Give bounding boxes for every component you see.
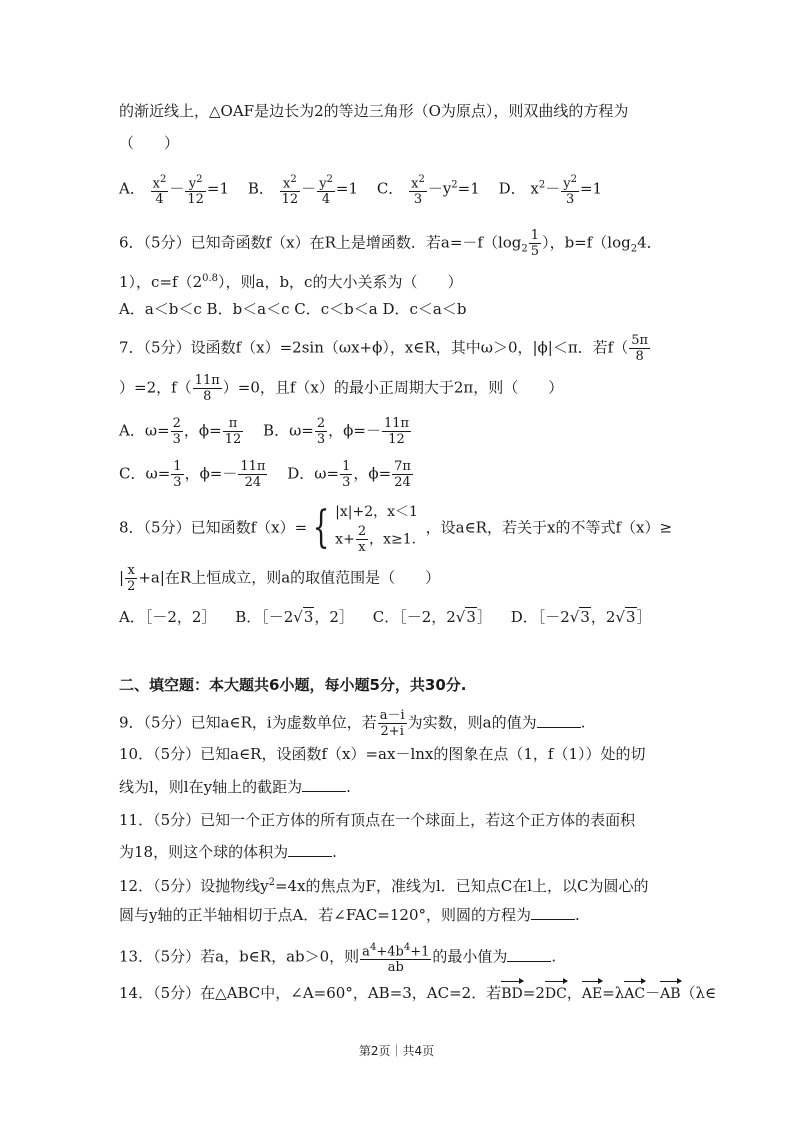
answer-blank[interactable] — [531, 905, 575, 920]
q4-options — [119, 172, 616, 207]
q6-line2: 1），$c=f(2^{0.8})$，则a，b，c的大小关系为（ ） — [119, 273, 463, 291]
answer-blank[interactable] — [537, 713, 581, 728]
sqrt-icon: √3 — [293, 608, 314, 626]
option-b: B．［－2√3，2］ — [235, 608, 354, 626]
q9-line: 9．（5分）已知a∈R，i为虚数单位，若 $\frac{a-i}{2+i}$ 为实数，则a的值为 . — [119, 708, 586, 739]
q8-line2: | $\frac{x}{2}$ +a|在R上恒成立，则a的取值范围是（ ） — [119, 563, 441, 594]
answer-blank[interactable] — [288, 842, 332, 857]
q6-line1: 6．（5分）已知奇函数f（x）在R上是增函数．若$a=-f(\log_2$ $\frac{1}{5}$ ），$b=f(\log_24$． — [119, 228, 662, 259]
q10-line2: 线为l，则l在y轴上的截距为 . — [119, 778, 351, 796]
vector-ac: AC — [624, 986, 646, 1002]
q7-line2: ）=2，f（ $\frac{11\pi}{8}$ ）=0，且f（x）的最小正周期大于2π，则（ ） — [119, 373, 564, 404]
piecewise-cases: |x|+2，x＜1 x+ $\frac{2}{x}$ ，x≥1． — [335, 504, 426, 555]
q8-options — [119, 607, 666, 627]
q4-line1: 的渐近线上，△OAF是边长为2的等边三角形（O为原点），则双曲线的方程为 — [119, 102, 629, 120]
sqrt-icon: √3 — [615, 608, 636, 626]
q10-line1: 10．（5分）已知a∈R，设函数f（x）=ax－lnx的图象在点（1，f（1））处的切 — [119, 745, 646, 763]
option-b: B．ω= $\frac{2}{3}$ ，ϕ=－ $\frac{11\pi}{12}$ — [263, 416, 410, 447]
sqrt-icon: √3 — [569, 608, 590, 626]
q14-line: 14．（5分）在△ABC中，∠A=60°，AB=3，AC=2．若BD=2DC，AE=λAC－AB（λ∈ — [119, 984, 717, 1002]
answer-blank[interactable] — [302, 777, 346, 792]
q8-line1: 8．（5分）已知函数f（x）= { |x|+2，x＜1 x+ $\frac{2}{x}$ ，x≥1． ，设a∈R，若关于x的不等式f（x）≥ — [119, 501, 673, 555]
option-a: A． $\frac{x^2}{4}$ － $\frac{y^2}{12}$ =1 — [119, 174, 230, 208]
option-c: C． $\frac{x^2}{3}$ $-y^2=1$ — [376, 174, 480, 208]
option-c: C．［－2，2√3］ — [372, 608, 492, 626]
vector-ab: AB — [660, 986, 681, 1002]
q7-line1: 7．（5分）设函数f（x）=2sin（ωx+ϕ），x∈R，其中ω＞0，|ϕ|＜π．若f（ $\frac{5\pi}{8}$ — [119, 333, 649, 364]
option-d: D．ω= $\frac{1}{3}$ ，ϕ= $\frac{7\pi}{24}$ — [287, 459, 411, 490]
answer-blank[interactable] — [507, 947, 551, 962]
option-c: C．ω= $\frac{1}{3}$ ，ϕ=－ $\frac{11\pi}{24}$ — [119, 459, 266, 490]
vector-ae: AE — [581, 986, 603, 1002]
section-heading: 二、填空题：本大题共6小题，每小题5分，共30分. — [119, 676, 467, 694]
q12-line2: 圆与y轴的正半轴相切于点A．若∠FAC=120°，则圆的方程为 . — [119, 906, 580, 924]
q11-line1: 11．（5分）已知一个正方体的所有顶点在一个球面上，若这个正方体的表面积 — [119, 811, 636, 829]
option-b: B． $\frac{x^2}{12}$ － $\frac{y^2}{4}$ =1 — [247, 174, 359, 208]
q12-line1: 12．（5分）设抛物线$y^2=4x$的焦点为F，准线为l．已知点C在l上，以C为圆心的 — [119, 877, 649, 895]
q4-line2: （ ） — [119, 134, 180, 152]
vector-bd: BD — [501, 986, 523, 1002]
q7-options-cd — [119, 459, 428, 490]
option-d: D．［－2√3，2√3］ — [510, 608, 652, 626]
option-a: A．［－2，2］ — [119, 608, 217, 626]
vector-dc: DC — [544, 986, 567, 1002]
sqrt-icon: √3 — [455, 608, 476, 626]
q11-line2: 为18，则这个球的体积为 . — [119, 843, 337, 861]
option-a: A．ω= $\frac{2}{3}$ ，ϕ= $\frac{\pi}{12}$ — [119, 416, 242, 447]
q13-line: 13．（5分）若a，b∈R，ab＞0，则 $\frac{a^4+4b^4+1}{ab}$ 的最小值为 . — [119, 942, 557, 976]
q7-options-ab — [119, 416, 426, 447]
page-footer: 第2页｜共4页 — [358, 1044, 435, 1058]
q6-options: A．a＜b＜c B．b＜a＜c C．c＜b＜a D．c＜a＜b — [119, 300, 467, 318]
option-d: D． $x^2-$ $\frac{y^2}{3}$ =1 — [498, 174, 603, 208]
left-brace-icon: { — [312, 501, 330, 553]
